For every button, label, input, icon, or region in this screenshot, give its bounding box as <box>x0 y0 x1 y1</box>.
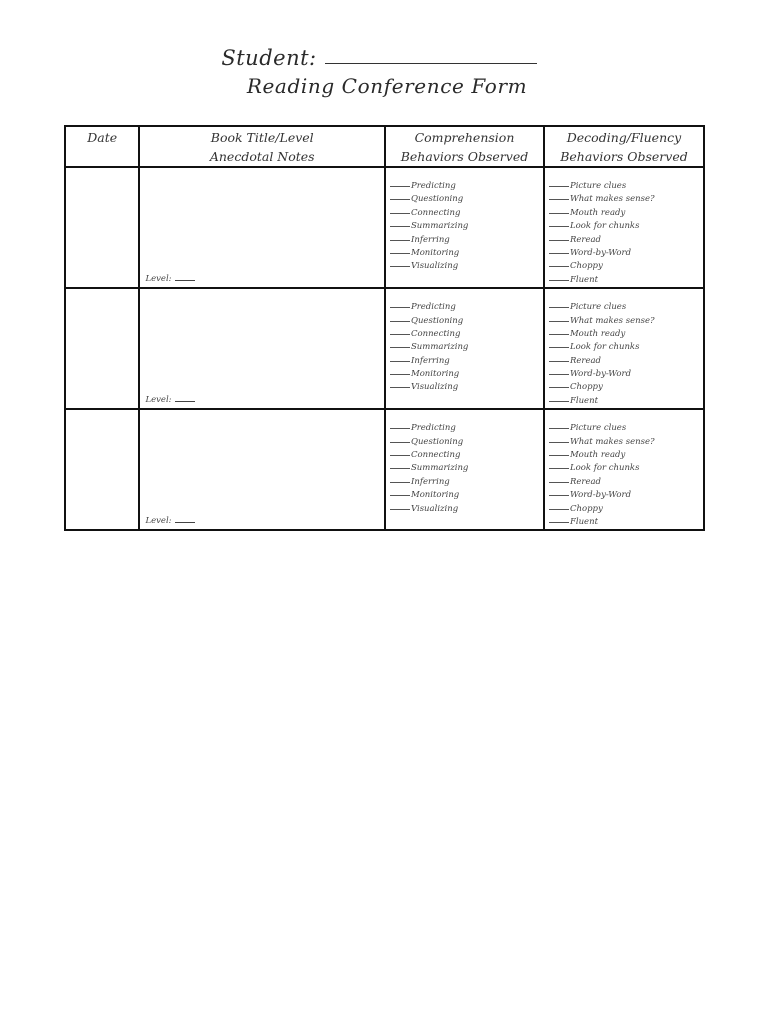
check-blank[interactable] <box>549 482 569 483</box>
behavior-label: Inferring <box>410 476 450 487</box>
column-header-line: Decoding/Fluency <box>566 130 682 145</box>
check-blank[interactable] <box>390 387 410 388</box>
behavior-label: Monitoring <box>410 490 460 501</box>
list-item <box>549 436 703 449</box>
check-blank[interactable] <box>390 374 410 375</box>
behavior-label: Word-by-Word <box>569 490 632 501</box>
decoding-cell <box>544 409 704 530</box>
list-item <box>549 462 703 475</box>
list-item <box>390 247 543 260</box>
list-item <box>390 436 543 449</box>
list-item <box>390 260 543 273</box>
list-item <box>549 193 703 206</box>
behavior-label: Summarizing <box>410 463 469 474</box>
list-item <box>549 368 703 381</box>
list-item <box>390 234 543 247</box>
table-row <box>65 288 704 409</box>
list-item <box>390 180 543 193</box>
check-blank[interactable] <box>549 226 569 227</box>
check-blank[interactable] <box>390 468 410 469</box>
check-blank[interactable] <box>549 199 569 200</box>
list-item <box>390 381 543 394</box>
behavior-label: Connecting <box>410 328 461 339</box>
level-field <box>145 395 194 405</box>
behavior-label: What makes sense? <box>569 436 655 447</box>
behavior-label: Reread <box>569 234 602 245</box>
date-cell[interactable] <box>65 288 139 409</box>
list-item <box>549 301 703 314</box>
list-item <box>549 395 703 408</box>
table-row <box>65 167 704 288</box>
check-blank[interactable] <box>549 280 569 281</box>
behavior-label: Predicting <box>410 423 456 434</box>
behavior-label: Fluent <box>569 516 598 527</box>
behavior-label: Mouth ready <box>569 450 626 461</box>
check-blank[interactable] <box>390 240 410 241</box>
list-item <box>549 503 703 516</box>
behavior-label: What makes sense? <box>569 194 655 205</box>
list-item <box>390 355 543 368</box>
behavior-label: Word-by-Word <box>569 369 632 380</box>
behavior-label: Visualizing <box>410 503 459 514</box>
check-blank[interactable] <box>549 213 569 214</box>
level-field <box>145 274 194 284</box>
list-item <box>390 476 543 489</box>
behavior-label: Reread <box>569 476 602 487</box>
date-cell[interactable] <box>65 167 139 288</box>
check-blank[interactable] <box>549 455 569 456</box>
decoding-list <box>545 168 703 287</box>
table-header-row <box>65 126 704 167</box>
list-item <box>549 516 703 529</box>
check-blank[interactable] <box>390 226 410 227</box>
check-blank[interactable] <box>390 361 410 362</box>
check-blank[interactable] <box>549 253 569 254</box>
behavior-label: Questioning <box>410 194 464 205</box>
book-notes-cell[interactable] <box>139 409 385 530</box>
behavior-label: Predicting <box>410 302 456 313</box>
behavior-label: Visualizing <box>410 382 459 393</box>
check-blank[interactable] <box>549 401 569 402</box>
behavior-label: Picture clues <box>569 181 627 191</box>
decoding-cell <box>544 288 704 409</box>
behavior-label: Look for chunks <box>569 342 640 353</box>
check-blank[interactable] <box>549 387 569 388</box>
list-item <box>390 449 543 462</box>
decoding-list <box>545 410 703 529</box>
list-item <box>390 341 543 354</box>
list-item <box>549 341 703 354</box>
student-name-blank[interactable] <box>325 62 537 64</box>
table-row <box>65 409 704 530</box>
column-header-line: Book Title/Level <box>210 130 314 145</box>
list-item <box>549 315 703 328</box>
behavior-label: Connecting <box>410 450 461 461</box>
list-item <box>549 489 703 502</box>
comprehension-list <box>386 410 543 516</box>
behavior-label: Monitoring <box>410 247 460 258</box>
behavior-label: Choppy <box>569 261 603 272</box>
list-item <box>549 476 703 489</box>
comprehension-cell <box>385 167 544 288</box>
decoding-cell <box>544 167 704 288</box>
list-item <box>390 462 543 475</box>
check-blank[interactable] <box>549 442 569 443</box>
list-item <box>390 368 543 381</box>
conference-table <box>64 125 705 531</box>
list-item <box>549 234 703 247</box>
comprehension-list <box>386 289 543 395</box>
check-blank[interactable] <box>390 482 410 483</box>
check-blank[interactable] <box>549 186 569 187</box>
behavior-label: Look for chunks <box>569 221 640 232</box>
behavior-label: Picture clues <box>569 423 627 434</box>
behavior-label: Monitoring <box>410 369 460 380</box>
list-item <box>390 193 543 206</box>
check-blank[interactable] <box>390 307 410 308</box>
column-header-book <box>139 126 385 167</box>
check-blank[interactable] <box>390 266 410 267</box>
behavior-label: Inferring <box>410 355 450 366</box>
list-item <box>549 449 703 462</box>
behavior-label: Word-by-Word <box>569 247 632 258</box>
check-blank[interactable] <box>549 522 569 523</box>
behavior-label: Connecting <box>410 207 461 218</box>
list-item <box>549 328 703 341</box>
column-header-line: Comprehension <box>414 130 515 145</box>
check-blank[interactable] <box>549 428 569 429</box>
check-blank[interactable] <box>390 442 410 443</box>
behavior-label: Summarizing <box>410 342 469 353</box>
list-item <box>390 422 543 435</box>
list-item <box>549 260 703 273</box>
level-field <box>145 516 194 526</box>
check-blank[interactable] <box>390 495 410 496</box>
check-blank[interactable] <box>390 321 410 322</box>
comprehension-cell <box>385 409 544 530</box>
check-blank[interactable] <box>549 307 569 308</box>
behavior-label: Picture clues <box>569 302 627 313</box>
check-blank[interactable] <box>390 334 410 335</box>
check-blank[interactable] <box>390 253 410 254</box>
level-label: Level: <box>145 274 172 285</box>
check-blank[interactable] <box>549 240 569 241</box>
column-header-line: Date <box>87 130 118 145</box>
behavior-label: Visualizing <box>410 261 459 272</box>
check-blank[interactable] <box>549 347 569 348</box>
column-header-line: Anecdotal Notes <box>209 149 315 164</box>
check-blank[interactable] <box>549 321 569 322</box>
date-cell[interactable] <box>65 409 139 530</box>
column-header-date <box>65 126 139 167</box>
form-title: Reading Conference Form <box>246 74 528 98</box>
student-label: Student: <box>221 46 317 70</box>
column-header-decoding <box>544 126 704 167</box>
behavior-label: Questioning <box>410 436 464 447</box>
student-line <box>0 40 768 70</box>
behavior-label: Fluent <box>569 274 598 285</box>
book-notes-cell[interactable] <box>139 167 385 288</box>
book-notes-cell[interactable] <box>139 288 385 409</box>
list-item <box>390 328 543 341</box>
check-blank[interactable] <box>549 495 569 496</box>
check-blank[interactable] <box>549 374 569 375</box>
behavior-label: Choppy <box>569 503 603 514</box>
decoding-list <box>545 289 703 408</box>
list-item <box>549 274 703 287</box>
list-item <box>549 355 703 368</box>
column-header-line: Behaviors Observed <box>400 149 529 164</box>
check-blank[interactable] <box>390 347 410 348</box>
list-item <box>390 220 543 233</box>
check-blank[interactable] <box>390 213 410 214</box>
list-item <box>549 381 703 394</box>
column-header-line: Behaviors Observed <box>560 149 688 164</box>
level-blank[interactable] <box>175 280 195 281</box>
behavior-label: Look for chunks <box>569 463 640 474</box>
behavior-label: Fluent <box>569 395 598 406</box>
column-header-comprehension <box>385 126 544 167</box>
behavior-label: Predicting <box>410 181 456 191</box>
form-header <box>0 40 768 98</box>
comprehension-cell <box>385 288 544 409</box>
check-blank[interactable] <box>549 334 569 335</box>
check-blank[interactable] <box>549 468 569 469</box>
level-label: Level: <box>145 395 172 406</box>
behavior-label: Choppy <box>569 382 603 393</box>
list-item <box>390 207 543 220</box>
behavior-label: Questioning <box>410 315 464 326</box>
check-blank[interactable] <box>549 266 569 267</box>
list-item <box>549 220 703 233</box>
check-blank[interactable] <box>390 428 410 429</box>
behavior-label: Mouth ready <box>569 328 626 339</box>
level-label: Level: <box>145 516 172 527</box>
comprehension-list <box>386 168 543 274</box>
list-item <box>549 422 703 435</box>
check-blank[interactable] <box>549 509 569 510</box>
check-blank[interactable] <box>390 455 410 456</box>
entry-rows <box>65 167 704 530</box>
list-item <box>390 301 543 314</box>
check-blank[interactable] <box>390 509 410 510</box>
check-blank[interactable] <box>390 199 410 200</box>
list-item <box>390 489 543 502</box>
list-item <box>390 315 543 328</box>
check-blank[interactable] <box>549 361 569 362</box>
list-item <box>549 207 703 220</box>
behavior-label: Mouth ready <box>569 207 626 218</box>
behavior-label: Inferring <box>410 234 450 245</box>
behavior-label: What makes sense? <box>569 315 655 326</box>
list-item <box>549 180 703 193</box>
list-item <box>549 247 703 260</box>
level-blank[interactable] <box>175 522 195 523</box>
list-item <box>390 503 543 516</box>
behavior-label: Summarizing <box>410 221 469 232</box>
check-blank[interactable] <box>390 186 410 187</box>
behavior-label: Reread <box>569 355 602 366</box>
level-blank[interactable] <box>175 401 195 402</box>
